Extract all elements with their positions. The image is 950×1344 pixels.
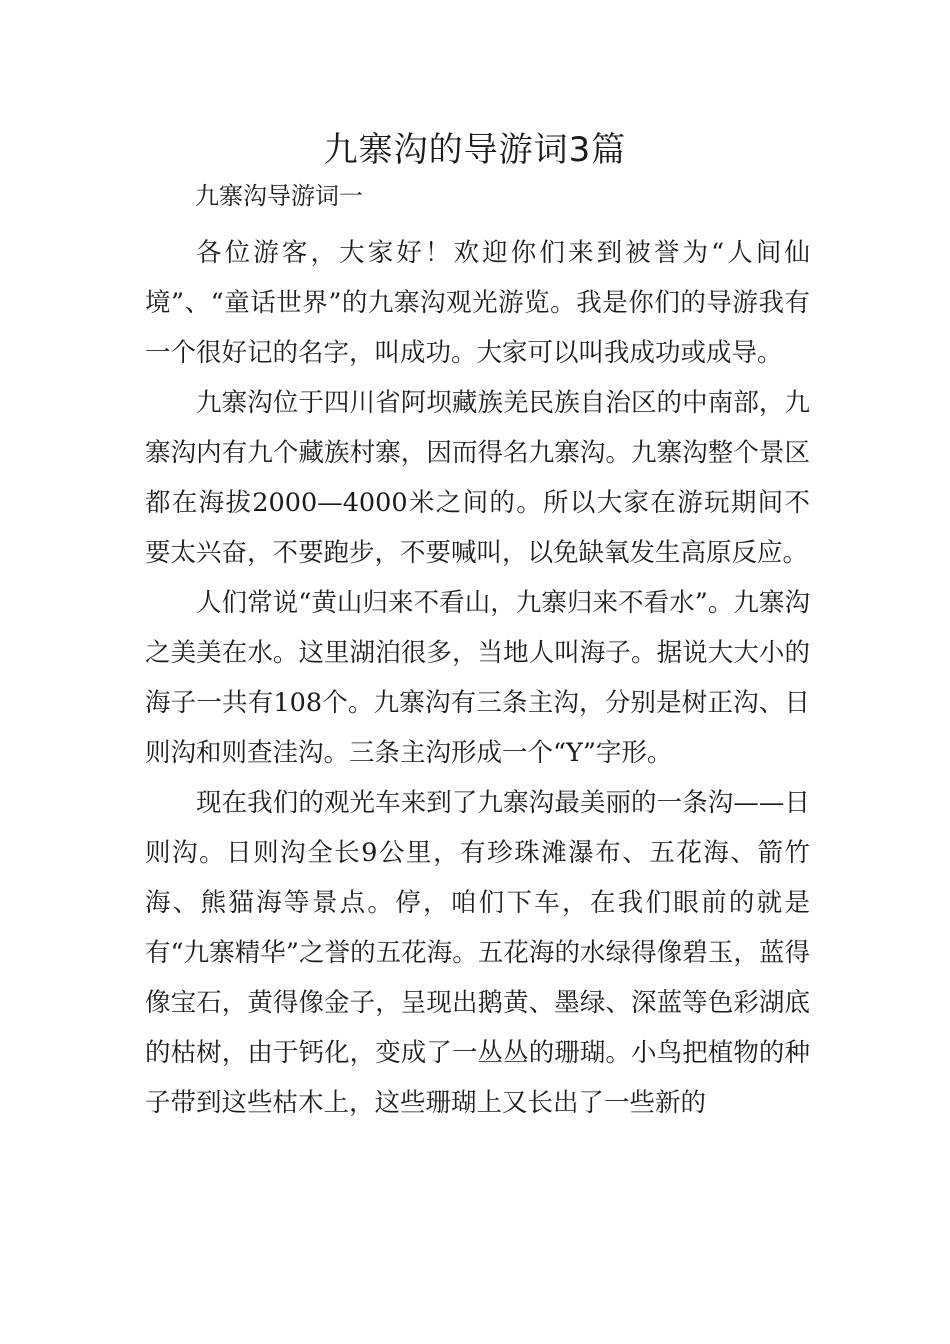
section-subtitle: 九寨沟导游词一 [195, 182, 363, 210]
paragraph-2: 九寨沟位于四川省阿坝藏族羌民族自治区的中南部，九寨沟内有九个藏族村寨，因而得名九寨沟。九寨沟整个景区都在海拔2000—4000米之间的。所以大家在游玩期间不要太兴奋，不要跑步，不要喊叫，以免缺氧发生高原反应。 [145, 388, 810, 568]
paragraph-1: 各位游客，大家好！欢迎你们来到被誉为“人间仙境”、“童话世界”的九寨沟观光游览。我是你们的导游我有一个很好记的名字，叫成功。大家可以叫我成功或成导。 [145, 238, 810, 368]
paragraph-4: 现在我们的观光车来到了九寨沟最美丽的一条沟——日则沟。日则沟全长9公里，有珍珠滩瀑布、五花海、箭竹海、熊猫海等景点。停，咱们下车，在我们眼前的就是有“九寨精华”之誉的五花海。五花海的水绿得像碧玉，蓝得像宝石，黄得像金子，呈现出鹅黄、墨绿、深蓝等色彩湖底的枯树，由于钙化，变成了一丛丛的珊瑚。小鸟把植物的种子带到这些枯木上，这些珊瑚上又长出了一些新的 [145, 788, 810, 1118]
document-title: 九寨沟的导游词3篇 [323, 130, 627, 170]
paragraph-3: 人们常说“黄山归来不看山，九寨归来不看水”。九寨沟之美美在水。这里湖泊很多，当地人叫海子。据说大大小的海子一共有108个。九寨沟有三条主沟，分别是树正沟、日则沟和则查洼沟。三条主沟形成一个“Y”字形。 [145, 588, 810, 768]
document-body [145, 228, 810, 1128]
